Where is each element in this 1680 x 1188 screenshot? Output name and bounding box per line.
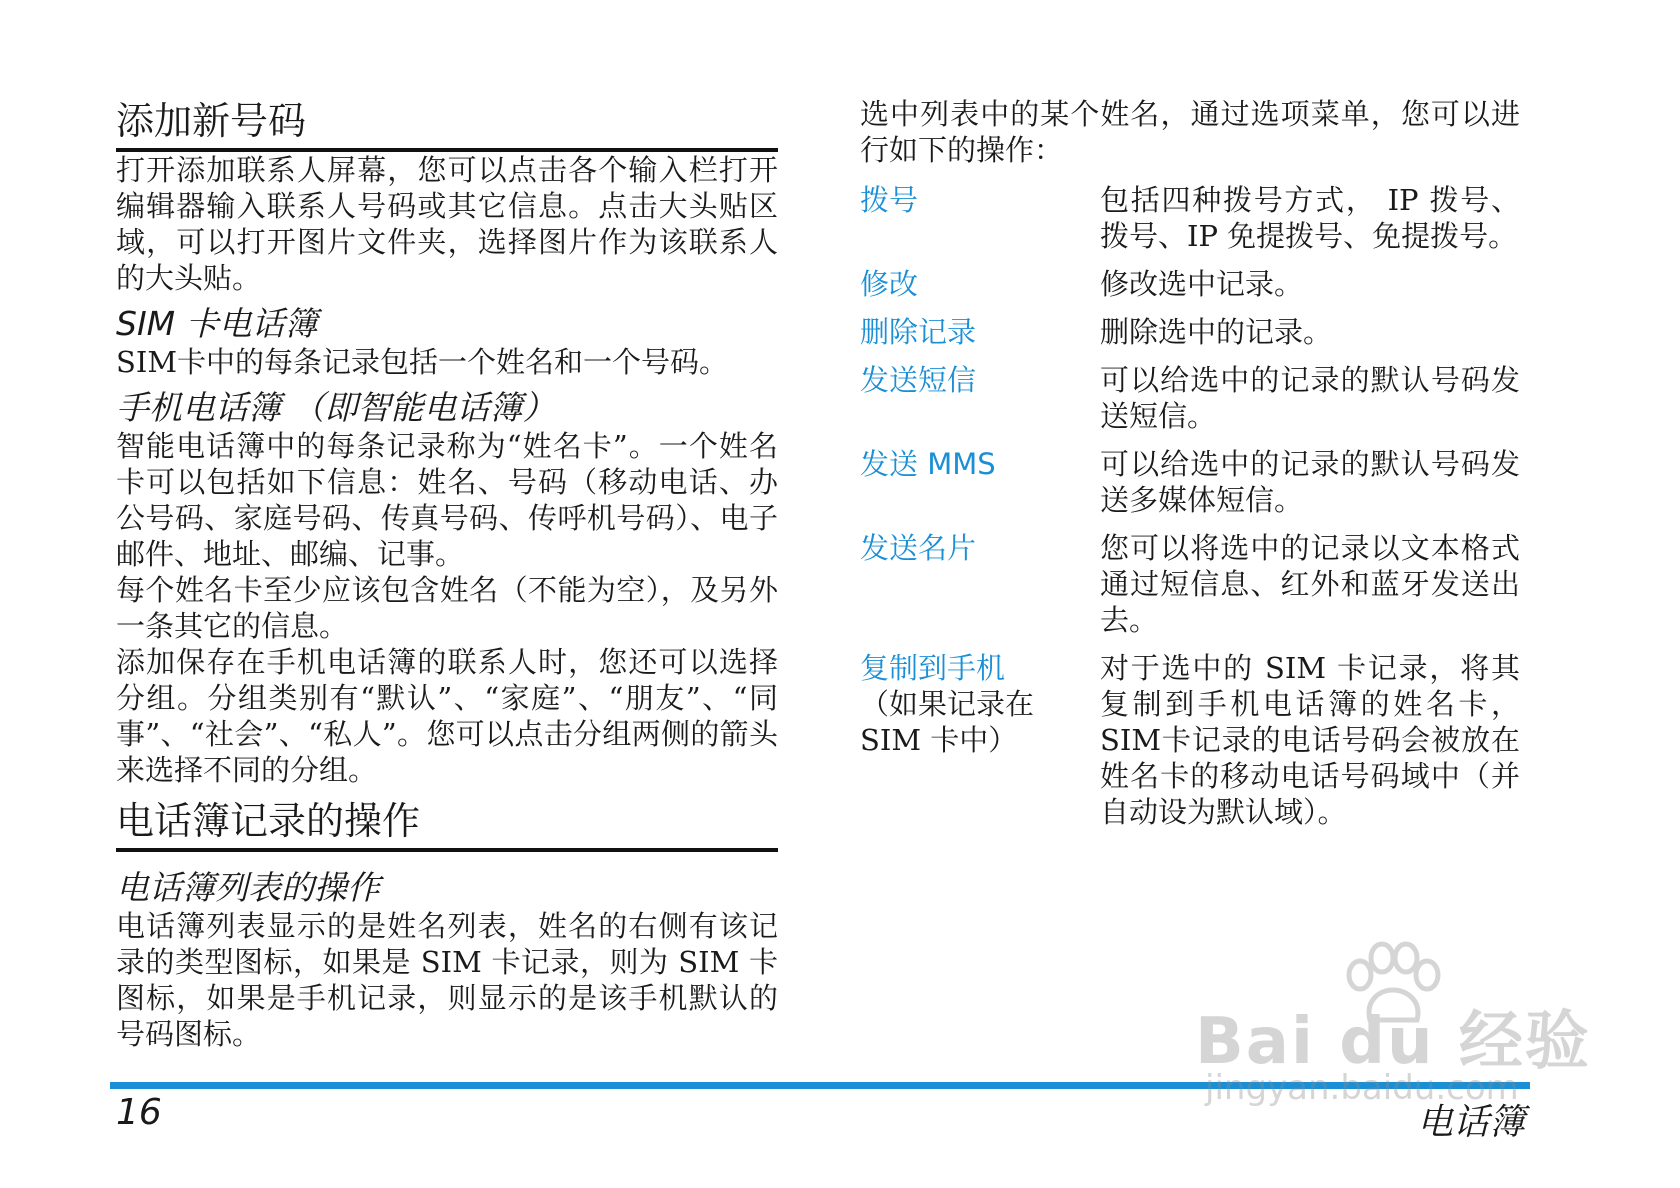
watermark-brand: Bai du 经验: [1195, 1005, 1591, 1079]
op-desc-edit: 修改选中记录。: [1100, 267, 1304, 301]
table-row: [860, 314, 1520, 362]
table-row: [860, 446, 1520, 530]
chapter-title: 电话簿: [1416, 1102, 1525, 1143]
section-title-record-operations: 电话簿记录的操作: [116, 796, 778, 852]
operations-intro: 选中列表中的某个姓名，通过选项菜单，您可以进行如下的操作：: [860, 97, 1520, 167]
table-row: [860, 650, 1520, 842]
op-term-delete: 删除记录: [860, 315, 977, 349]
subtitle-phone-phonebook: 手机电话簿 （即智能电话簿）: [116, 388, 556, 427]
list-operations-paragraph: 电话簿列表显示的是姓名列表，姓名的右侧有该记录的类型图标，如果是 SIM 卡记录，则为 SIM 卡图标，如果是手机记录，则显示的是该手机默认的号码图标。: [116, 909, 778, 1051]
op-term-copy-label: 复制到手机: [860, 651, 1006, 685]
table-row: [860, 362, 1520, 446]
op-term-send-sms: 发送短信: [860, 363, 977, 397]
left-column: [116, 96, 778, 1052]
page-number: 16: [116, 1092, 162, 1133]
op-term-send-mms: 发送 MMS: [860, 447, 996, 481]
op-term-send-card: 发送名片: [860, 531, 977, 565]
add-number-paragraph: 打开添加联系人屏幕，您可以点击各个输入栏打开编辑器输入联系人号码或其它信息。点击大头贴区域，可以打开图片文件夹，选择图片作为该联系人的大头贴。: [116, 153, 778, 295]
subtitle-list-operations: 电话簿列表的操作: [116, 868, 380, 907]
op-term-dial: 拨号: [860, 183, 919, 217]
watermark-url: jingyan.baidu.com: [1205, 1068, 1519, 1108]
table-row: [860, 266, 1520, 314]
op-desc-delete: 删除选中的记录。: [1100, 315, 1333, 349]
subtitle-sim-phonebook: SIM 卡电话簿: [116, 304, 318, 343]
op-term-edit: 修改: [860, 267, 919, 301]
op-desc-copy-to-phone: 对于选中的 SIM 卡记录，将其复制到手机电话簿的姓名卡，SIM卡记录的电话号码会被放在姓名卡的移动电话号码域中（并自动设为默认域）。: [1100, 651, 1520, 829]
table-row: [860, 182, 1520, 266]
op-desc-send-sms: 可以给选中的记录的默认号码发送短信。: [1100, 363, 1520, 433]
phone-phonebook-paragraph-2: 每个姓名卡至少应该包含姓名（不能为空），及另外一条其它的信息。: [116, 573, 778, 643]
op-desc-send-mms: 可以给选中的记录的默认号码发送多媒体短信。: [1100, 447, 1520, 517]
op-desc-dial: 包括四种拨号方式， IP 拨号、拨号、IP 免提拨号、免提拨号。: [1100, 183, 1520, 253]
sim-phonebook-paragraph: SIM卡中的每条记录包括一个姓名和一个号码。: [116, 345, 729, 379]
operations-table: [860, 182, 1520, 842]
right-column: [860, 96, 1520, 842]
baidu-watermark: [1195, 950, 1595, 1110]
op-term-copy-note: （如果记录在 SIM 卡中）: [860, 687, 1035, 757]
phone-phonebook-paragraph-3: 添加保存在手机电话簿的联系人时，您还可以选择分组。分组类别有“默认”、“家庭”、“朋友”、“同事”、“社会”、“私人”。您可以点击分组两侧的箭头来选择不同的分组。: [116, 645, 778, 787]
op-term-copy-to-phone: [860, 650, 1100, 842]
phone-phonebook-paragraph-1: 智能电话簿中的每条记录称为“姓名卡”。一个姓名卡可以包括如下信息：姓名、号码（移动电话、办公号码、家庭号码、传真号码、传呼机号码）、电子邮件、地址、邮编、记事。: [116, 429, 778, 571]
table-row: [860, 530, 1520, 650]
op-desc-send-card: 您可以将选中的记录以文本格式通过短信息、红外和蓝牙发送出去。: [1100, 531, 1520, 637]
section-title-add-number: 添加新号码: [116, 96, 778, 152]
